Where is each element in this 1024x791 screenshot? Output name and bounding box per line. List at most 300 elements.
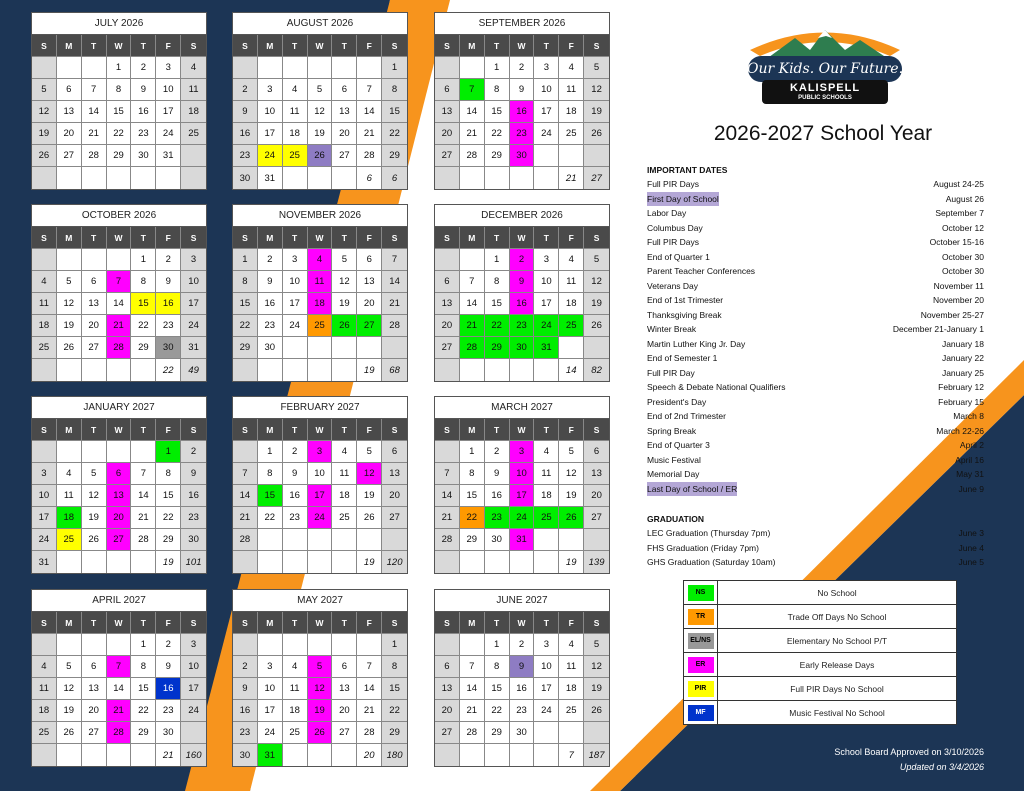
day-cell: 12 (32, 101, 57, 123)
day-cell: 31 (181, 337, 206, 359)
day-cell: 20 (382, 485, 407, 507)
day-cell: 1 (156, 441, 181, 463)
day-cell: 31 (258, 744, 283, 766)
day-cell: 20 (107, 507, 132, 529)
event-date: February 12 (938, 382, 984, 392)
day-cell: 9 (283, 463, 308, 485)
empty-cell (534, 145, 559, 167)
day-cell: 26 (584, 315, 609, 337)
day-cell: 1 (485, 57, 510, 79)
day-cell: 14 (435, 485, 460, 507)
day-cell: 13 (57, 101, 82, 123)
day-cell: 10 (181, 271, 206, 293)
weekday-header: W (510, 227, 535, 249)
day-cell: 25 (57, 529, 82, 551)
empty-cell (584, 145, 609, 167)
day-cell: 14 (107, 678, 132, 700)
day-cell: 30 (510, 337, 535, 359)
day-cell: 2 (258, 249, 283, 271)
day-cell: 2 (233, 79, 258, 101)
legend-label: Full PIR Days No School (790, 683, 884, 694)
weekday-header: S (584, 612, 609, 634)
day-cell: 28 (82, 145, 107, 167)
legend-row (684, 653, 956, 677)
cumulative-school-days: 180 (382, 744, 407, 766)
event-label: End of 1st Trimester (647, 295, 724, 305)
day-cell: 15 (258, 485, 283, 507)
month-school-days: 21 (156, 744, 181, 766)
day-cell: 27 (82, 722, 107, 744)
weekday-header: T (131, 419, 156, 441)
empty-cell (82, 57, 107, 79)
day-cell: 1 (233, 249, 258, 271)
month-title: JANUARY 2027 (32, 397, 206, 419)
day-cell: 11 (308, 271, 333, 293)
event-label: GHS Graduation (Saturday 10am) (647, 557, 776, 567)
month-calendar (434, 589, 610, 767)
legend-row (684, 581, 956, 605)
month-school-days: 19 (156, 551, 181, 573)
empty-cell (181, 722, 206, 744)
day-cell: 25 (32, 722, 57, 744)
legend-row (684, 701, 956, 724)
day-cell: 11 (283, 101, 308, 123)
month-calendar (434, 396, 610, 574)
day-cell: 5 (308, 656, 333, 678)
day-cell: 3 (283, 249, 308, 271)
day-cell: 4 (283, 79, 308, 101)
day-cell: 7 (460, 656, 485, 678)
legend-code-cell (684, 701, 718, 724)
day-cell: 7 (357, 656, 382, 678)
day-cell: 22 (382, 123, 407, 145)
weekday-header: M (460, 612, 485, 634)
day-cell: 22 (485, 315, 510, 337)
day-cell: 10 (534, 656, 559, 678)
empty-cell (510, 551, 535, 573)
day-cell: 30 (510, 145, 535, 167)
date-row (647, 438, 984, 453)
empty-cell (460, 744, 485, 766)
day-cell: 25 (559, 315, 584, 337)
weekday-header: S (584, 227, 609, 249)
weekday-header: T (485, 35, 510, 57)
weekday-header: T (485, 419, 510, 441)
day-cell: 29 (107, 145, 132, 167)
updated-note: Updated on 3/4/2026 (899, 762, 984, 772)
cumulative-school-days: 120 (382, 551, 407, 573)
day-cell: 26 (332, 315, 357, 337)
day-cell: 13 (382, 463, 407, 485)
empty-cell (131, 551, 156, 573)
day-cell: 18 (57, 507, 82, 529)
date-row (647, 250, 984, 265)
day-cell: 31 (156, 145, 181, 167)
date-row (647, 221, 984, 236)
day-cell: 7 (382, 249, 407, 271)
day-cell: 2 (131, 57, 156, 79)
empty-cell (357, 337, 382, 359)
day-cell: 30 (233, 744, 258, 766)
weekday-header: T (82, 227, 107, 249)
empty-cell (283, 57, 308, 79)
weekday-header: M (57, 227, 82, 249)
weekday-header: S (584, 35, 609, 57)
day-cell: 29 (131, 337, 156, 359)
day-cell: 6 (82, 271, 107, 293)
day-cell: 20 (584, 485, 609, 507)
event-label: FHS Graduation (Friday 7pm) (647, 542, 759, 553)
important-dates-heading: IMPORTANT DATES (647, 165, 728, 175)
day-cell: 28 (233, 529, 258, 551)
day-cell: 22 (460, 507, 485, 529)
empty-cell (435, 249, 460, 271)
month-title: MARCH 2027 (435, 397, 609, 419)
day-cell: 6 (57, 79, 82, 101)
weekday-header: F (357, 419, 382, 441)
day-cell: 12 (82, 485, 107, 507)
day-cell: 5 (57, 656, 82, 678)
day-cell: 6 (584, 441, 609, 463)
day-cell: 23 (156, 700, 181, 722)
day-cell: 9 (233, 101, 258, 123)
logo-name: KALISPELL (789, 82, 861, 94)
event-label: Music Festival (647, 454, 701, 465)
day-cell: 11 (57, 485, 82, 507)
day-cell: 9 (181, 463, 206, 485)
day-cell: 4 (534, 441, 559, 463)
weekday-header: W (308, 35, 333, 57)
day-cell: 30 (258, 337, 283, 359)
day-cell: 13 (82, 678, 107, 700)
empty-cell (107, 359, 132, 381)
weekday-header: W (308, 419, 333, 441)
day-cell: 9 (258, 271, 283, 293)
empty-cell (308, 529, 333, 551)
day-cell: 4 (559, 249, 584, 271)
legend-code-cell (684, 605, 718, 628)
empty-cell (584, 722, 609, 744)
day-cell: 22 (258, 507, 283, 529)
day-cell: 31 (534, 337, 559, 359)
day-cell: 14 (460, 101, 485, 123)
day-cell: 27 (107, 529, 132, 551)
empty-cell (131, 441, 156, 463)
important-dates-list (647, 164, 984, 496)
empty-cell (534, 359, 559, 381)
day-cell: 13 (107, 485, 132, 507)
day-cell: 21 (460, 123, 485, 145)
day-cell: 25 (32, 337, 57, 359)
empty-cell (510, 744, 535, 766)
day-cell: 24 (283, 315, 308, 337)
day-cell: 5 (332, 249, 357, 271)
day-cell: 22 (107, 123, 132, 145)
day-cell: 6 (107, 463, 132, 485)
event-label: Last Day of School / ER (647, 482, 737, 497)
day-cell: 8 (233, 271, 258, 293)
day-cell: 10 (156, 79, 181, 101)
day-cell: 15 (107, 101, 132, 123)
legend-code: MF (688, 705, 714, 721)
event-label: Columbus Day (647, 222, 703, 233)
empty-cell (57, 167, 82, 189)
date-row (647, 467, 984, 482)
day-cell: 30 (233, 167, 258, 189)
day-cell: 29 (485, 337, 510, 359)
day-cell: 7 (107, 656, 132, 678)
day-cell: 12 (308, 101, 333, 123)
day-cell: 4 (559, 57, 584, 79)
day-cell: 26 (82, 529, 107, 551)
day-cell: 18 (32, 315, 57, 337)
day-cell: 12 (332, 271, 357, 293)
weekday-header: F (559, 35, 584, 57)
empty-cell (332, 167, 357, 189)
day-cell: 14 (357, 101, 382, 123)
weekday-header: S (181, 35, 206, 57)
empty-cell (357, 57, 382, 79)
day-cell: 12 (357, 463, 382, 485)
day-cell: 8 (107, 79, 132, 101)
day-cell: 3 (534, 249, 559, 271)
empty-cell (435, 744, 460, 766)
empty-cell (559, 722, 584, 744)
day-cell: 23 (131, 123, 156, 145)
event-date: June 5 (958, 557, 984, 567)
weekday-header: S (435, 612, 460, 634)
weekday-header: F (156, 612, 181, 634)
day-cell: 3 (32, 463, 57, 485)
weekday-header: M (258, 227, 283, 249)
day-cell: 13 (435, 101, 460, 123)
day-cell: 2 (510, 634, 535, 656)
legend-code-cell (684, 629, 718, 652)
day-cell: 15 (233, 293, 258, 315)
day-cell: 18 (283, 700, 308, 722)
date-row (647, 555, 984, 570)
empty-cell (131, 359, 156, 381)
day-cell: 23 (181, 507, 206, 529)
date-row (647, 482, 984, 497)
empty-cell (460, 249, 485, 271)
day-cell: 26 (357, 507, 382, 529)
weekday-header: T (82, 419, 107, 441)
empty-cell (131, 167, 156, 189)
legend-table (683, 580, 957, 725)
empty-cell (485, 551, 510, 573)
day-cell: 11 (32, 293, 57, 315)
weekday-header: S (382, 35, 407, 57)
day-cell: 21 (107, 700, 132, 722)
day-cell: 22 (156, 507, 181, 529)
day-cell: 30 (156, 337, 181, 359)
day-cell: 13 (584, 463, 609, 485)
weekday-header: S (435, 419, 460, 441)
day-cell: 17 (534, 101, 559, 123)
day-cell: 6 (435, 271, 460, 293)
day-cell: 24 (156, 123, 181, 145)
day-cell: 10 (258, 101, 283, 123)
date-row (647, 380, 984, 395)
day-cell: 28 (107, 337, 132, 359)
day-cell: 31 (510, 529, 535, 551)
weekday-header: T (534, 35, 559, 57)
event-date: April 2 (959, 440, 984, 450)
day-cell: 22 (131, 315, 156, 337)
day-cell: 19 (584, 678, 609, 700)
empty-cell (82, 744, 107, 766)
approval-note: School Board Approved on 3/10/2026 (834, 747, 984, 757)
month-school-days: 19 (559, 551, 584, 573)
empty-cell (181, 145, 206, 167)
day-cell: 24 (534, 700, 559, 722)
empty-cell (534, 167, 559, 189)
day-cell: 21 (460, 315, 485, 337)
cumulative-school-days: 68 (382, 359, 407, 381)
empty-cell (283, 551, 308, 573)
empty-cell (57, 359, 82, 381)
day-cell: 26 (57, 722, 82, 744)
day-cell: 18 (332, 485, 357, 507)
legend-row (684, 677, 956, 701)
day-cell: 4 (32, 656, 57, 678)
day-cell: 17 (534, 678, 559, 700)
legend-code: EL/NS (688, 633, 714, 649)
empty-cell (82, 551, 107, 573)
weekday-header: S (382, 612, 407, 634)
empty-cell (332, 337, 357, 359)
day-cell: 21 (435, 507, 460, 529)
day-cell: 1 (107, 57, 132, 79)
event-label: End of Quarter 1 (647, 251, 710, 262)
day-cell: 22 (485, 123, 510, 145)
day-cell: 23 (510, 123, 535, 145)
event-date: November 25-27 (920, 309, 984, 320)
weekday-header: M (258, 612, 283, 634)
day-cell: 17 (181, 293, 206, 315)
weekday-header: T (283, 227, 308, 249)
day-cell: 7 (460, 79, 485, 101)
empty-cell (107, 441, 132, 463)
day-cell: 19 (584, 101, 609, 123)
day-cell: 7 (357, 79, 382, 101)
empty-cell (357, 529, 382, 551)
day-cell: 5 (357, 441, 382, 463)
date-row (647, 453, 984, 468)
day-cell: 9 (510, 656, 535, 678)
empty-cell (308, 57, 333, 79)
day-cell: 13 (82, 293, 107, 315)
empty-cell (435, 57, 460, 79)
weekday-header: T (332, 35, 357, 57)
day-cell: 25 (283, 722, 308, 744)
empty-cell (460, 551, 485, 573)
day-cell: 7 (131, 463, 156, 485)
day-cell: 16 (156, 293, 181, 315)
weekday-header: S (32, 612, 57, 634)
weekday-header: M (460, 419, 485, 441)
school-logo (740, 20, 910, 110)
day-cell: 25 (332, 507, 357, 529)
day-cell: 2 (156, 634, 181, 656)
empty-cell (485, 744, 510, 766)
day-cell: 20 (435, 123, 460, 145)
weekday-header: T (485, 612, 510, 634)
day-cell: 18 (181, 101, 206, 123)
day-cell: 9 (156, 271, 181, 293)
day-cell: 9 (131, 79, 156, 101)
date-row (647, 322, 984, 337)
day-cell: 24 (308, 507, 333, 529)
empty-cell (233, 634, 258, 656)
empty-cell (82, 634, 107, 656)
month-school-days: 21 (559, 167, 584, 189)
day-cell: 28 (435, 529, 460, 551)
month-calendar (31, 12, 207, 190)
day-cell: 24 (510, 507, 535, 529)
day-cell: 14 (357, 678, 382, 700)
month-title: FEBRUARY 2027 (233, 397, 407, 419)
day-cell: 24 (181, 315, 206, 337)
day-cell: 8 (131, 271, 156, 293)
day-cell: 22 (485, 700, 510, 722)
day-cell: 27 (57, 145, 82, 167)
day-cell: 13 (332, 678, 357, 700)
empty-cell (32, 359, 57, 381)
day-cell: 17 (32, 507, 57, 529)
empty-cell (258, 529, 283, 551)
day-cell: 19 (357, 485, 382, 507)
day-cell: 14 (460, 293, 485, 315)
day-cell: 2 (283, 441, 308, 463)
date-row (647, 424, 984, 439)
day-cell: 18 (559, 101, 584, 123)
day-cell: 29 (131, 722, 156, 744)
event-label: Thanksgiving Break (647, 309, 722, 320)
day-cell: 26 (308, 145, 333, 167)
empty-cell (308, 744, 333, 766)
day-cell: 28 (382, 315, 407, 337)
day-cell: 5 (32, 79, 57, 101)
day-cell: 12 (57, 678, 82, 700)
footer-notes (780, 745, 984, 775)
day-cell: 11 (559, 79, 584, 101)
day-cell: 4 (332, 441, 357, 463)
day-cell: 5 (584, 634, 609, 656)
day-cell: 5 (308, 79, 333, 101)
day-cell: 3 (308, 441, 333, 463)
day-cell: 23 (258, 315, 283, 337)
day-cell: 1 (460, 441, 485, 463)
weekday-header: W (107, 227, 132, 249)
event-date: April 16 (955, 454, 984, 465)
weekday-header: T (283, 35, 308, 57)
day-cell: 29 (156, 529, 181, 551)
event-label: Full PIR Days (647, 179, 699, 189)
logo-subname: PUBLIC SCHOOLS (798, 95, 852, 101)
day-cell: 16 (485, 485, 510, 507)
day-cell: 22 (233, 315, 258, 337)
weekday-header: W (510, 612, 535, 634)
day-cell: 20 (357, 293, 382, 315)
day-cell: 3 (534, 57, 559, 79)
day-cell: 9 (485, 463, 510, 485)
empty-cell (332, 744, 357, 766)
day-cell: 4 (283, 656, 308, 678)
event-label: Labor Day (647, 208, 687, 218)
empty-cell (435, 167, 460, 189)
